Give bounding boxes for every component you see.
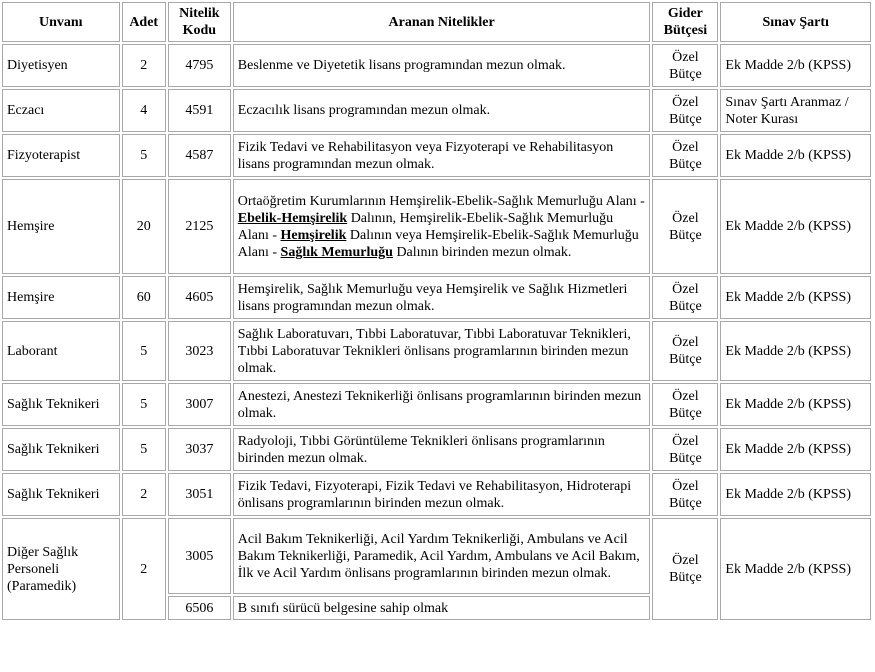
cell-kod: 3005 bbox=[168, 518, 231, 594]
cell-butce bbox=[652, 518, 718, 620]
cell-adet: 2 bbox=[122, 44, 166, 87]
cell-butce-line2: Bütçe bbox=[669, 156, 702, 172]
cell-butce-line2: Bütçe bbox=[669, 495, 702, 511]
cell-nitelik: Eczacılık lisans programından mezun olmak. bbox=[233, 89, 651, 132]
cell-butce-line2: Bütçe bbox=[669, 66, 702, 82]
cell-butce-line2: Bütçe bbox=[669, 298, 702, 314]
cell-butce bbox=[652, 89, 718, 132]
cell-sinav: Ek Madde 2/b (KPSS) bbox=[720, 428, 871, 471]
cell-adet: 5 bbox=[122, 321, 166, 381]
cell-unvan: Diğer Sağlık Personeli (Paramedik) bbox=[2, 518, 120, 620]
cell-nitelik: B sınıfı sürücü belgesine sahip olmak bbox=[233, 596, 651, 620]
cell-butce bbox=[652, 44, 718, 87]
cell-sinav: Sınav Şartı Aranmaz / Noter Kurası bbox=[720, 89, 871, 132]
cell-kod: 2125 bbox=[168, 179, 231, 274]
cell-nitelik: Fizik Tedavi, Fizyoterapi, Fizik Tedavi ve Rehabilitasyon, Hidroterapi önlisans programlarının birinden mezun olmak. bbox=[233, 473, 651, 516]
cell-butce bbox=[652, 383, 718, 426]
cell-butce-line1: Özel bbox=[672, 553, 699, 568]
table-row bbox=[2, 44, 871, 87]
cell-nitelik: Hemşirelik, Sağlık Memurluğu veya Hemşirelik ve Sağlık Hizmetleri lisans programından mezun olmak. bbox=[233, 276, 651, 319]
cell-adet: 4 bbox=[122, 89, 166, 132]
cell-kod: 3037 bbox=[168, 428, 231, 471]
cell-butce-line1: Özel bbox=[672, 139, 699, 155]
cell-sinav: Ek Madde 2/b (KPSS) bbox=[720, 518, 871, 620]
header-nitelik-kodu-line1: Nitelik bbox=[179, 6, 220, 21]
cell-butce-line1: Özel bbox=[672, 210, 699, 226]
cell-nitelik: Beslenme ve Diyetetik lisans programından mezun olmak. bbox=[233, 44, 651, 87]
cell-kod: 4591 bbox=[168, 89, 231, 132]
cell-butce bbox=[652, 321, 718, 381]
table-row bbox=[2, 134, 871, 177]
cell-kod: 4795 bbox=[168, 44, 231, 87]
cell-butce-line2: Bütçe bbox=[669, 352, 702, 367]
cell-butce bbox=[652, 276, 718, 319]
cell-unvan: Laborant bbox=[2, 321, 120, 381]
cell-adet: 5 bbox=[122, 134, 166, 177]
cell-butce bbox=[652, 473, 718, 516]
cell-sinav: Ek Madde 2/b (KPSS) bbox=[720, 473, 871, 516]
cell-sinav: Ek Madde 2/b (KPSS) bbox=[720, 44, 871, 87]
cell-kod: 3007 bbox=[168, 383, 231, 426]
nitelik-emphasis: Hemşirelik bbox=[280, 227, 347, 243]
table-row bbox=[2, 518, 871, 594]
cell-unvan: Sağlık Teknikeri bbox=[2, 383, 120, 426]
nitelik-text: Dalının veya Hemşirelik-Ebelik-Sağlık Memurluğu Alanı - bbox=[237, 227, 639, 260]
cell-nitelik: Sağlık Laboratuvarı, Tıbbi Laboratuvar, Tıbbi Laboratuvar Teknikleri, Tıbbi Laboratuvar Teknikleri önlisans programlarının birinden mezun olmak. bbox=[233, 321, 651, 381]
cell-butce bbox=[652, 179, 718, 274]
cell-unvan: Sağlık Teknikeri bbox=[2, 428, 120, 471]
cell-butce-line1: Özel bbox=[672, 335, 699, 350]
cell-butce bbox=[652, 428, 718, 471]
cell-butce-line1: Özel bbox=[672, 94, 699, 110]
cell-unvan: Hemşire bbox=[2, 276, 120, 319]
header-gider-butcesi bbox=[652, 2, 718, 42]
header-gider-line2: Bütçesi bbox=[663, 23, 708, 38]
cell-nitelik: Radyoloji, Tıbbi Görüntüleme Teknikleri önlisans programlarının birinden mezun olmak. bbox=[233, 428, 651, 471]
table-row bbox=[2, 383, 871, 426]
header-gider-line1: Gider bbox=[667, 6, 703, 21]
header-nitelik-kodu-line2: Kodu bbox=[182, 23, 217, 38]
header-adet: Adet bbox=[122, 2, 166, 42]
cell-kod: 4587 bbox=[168, 134, 231, 177]
header-sinav-sarti: Sınav Şartı bbox=[720, 2, 871, 42]
table-row bbox=[2, 473, 871, 516]
cell-butce-line1: Özel bbox=[672, 433, 699, 449]
cell-nitelik: Anestezi, Anestezi Teknikerliği önlisans programlarının birinden mezun olmak. bbox=[233, 383, 651, 426]
header-unvan: Unvanı bbox=[2, 2, 120, 42]
cell-kod: 6506 bbox=[168, 596, 231, 620]
cell-sinav: Ek Madde 2/b (KPSS) bbox=[720, 179, 871, 274]
cell-adet: 2 bbox=[122, 473, 166, 516]
nitelik-emphasis: Sağlık Memurluğu bbox=[280, 244, 393, 260]
cell-nitelik bbox=[233, 179, 651, 274]
cell-butce-line1: Özel bbox=[672, 281, 699, 297]
table-row bbox=[2, 428, 871, 471]
cell-kod: 3023 bbox=[168, 321, 231, 381]
cell-nitelik: Acil Bakım Teknikerliği, Acil Yardım Teknikerliği, Ambulans ve Acil Bakım Teknikerliği, Paramedik, Acil Yardım, Ambulans ve Acil Bakım, İlk ve Acil Yardım önlisans programlarının birinden mezun olmak. bbox=[233, 518, 651, 594]
nitelik-text: Ortaöğretim Kurumlarının Hemşirelik-Ebelik-Sağlık Memurluğu Alanı - bbox=[237, 193, 645, 209]
cell-butce-line1: Özel bbox=[672, 388, 699, 404]
cell-butce-line2: Bütçe bbox=[669, 111, 702, 127]
cell-adet: 20 bbox=[122, 179, 166, 274]
cell-butce bbox=[652, 134, 718, 177]
cell-unvan: Hemşire bbox=[2, 179, 120, 274]
cell-kod: 3051 bbox=[168, 473, 231, 516]
cell-sinav: Ek Madde 2/b (KPSS) bbox=[720, 383, 871, 426]
cell-butce-line2: Bütçe bbox=[669, 570, 702, 585]
nitelik-text: Dalının birinden mezun olmak. bbox=[392, 244, 572, 260]
cell-unvan: Eczacı bbox=[2, 89, 120, 132]
cell-adet: 2 bbox=[122, 518, 166, 620]
table-row bbox=[2, 179, 871, 274]
cell-unvan: Sağlık Teknikeri bbox=[2, 473, 120, 516]
table-row bbox=[2, 276, 871, 319]
cell-sinav: Ek Madde 2/b (KPSS) bbox=[720, 134, 871, 177]
cell-butce-line2: Bütçe bbox=[669, 450, 702, 466]
cell-butce-line2: Bütçe bbox=[669, 227, 702, 243]
header-nitelik-kodu bbox=[168, 2, 231, 42]
cell-butce-line1: Özel bbox=[672, 478, 699, 494]
cell-adet: 5 bbox=[122, 428, 166, 471]
table-header-row bbox=[2, 2, 871, 42]
table-row bbox=[2, 89, 871, 132]
cell-adet: 60 bbox=[122, 276, 166, 319]
cell-unvan: Diyetisyen bbox=[2, 44, 120, 87]
cell-butce-line1: Özel bbox=[672, 49, 699, 65]
cell-sinav: Ek Madde 2/b (KPSS) bbox=[720, 276, 871, 319]
table-row bbox=[2, 321, 871, 381]
cell-adet: 5 bbox=[122, 383, 166, 426]
nitelik-text: Dalının, Hemşirelik-Ebelik-Sağlık Memurluğu Alanı - bbox=[237, 210, 614, 243]
cell-unvan: Fizyoterapist bbox=[2, 134, 120, 177]
cell-nitelik: Fizik Tedavi ve Rehabilitasyon veya Fizyoterapi ve Rehabilitasyon lisans programından mezun olmak. bbox=[233, 134, 651, 177]
header-aranan-nitelikler: Aranan Nitelikler bbox=[233, 2, 651, 42]
cell-butce-line2: Bütçe bbox=[669, 405, 702, 421]
nitelik-emphasis: Ebelik-Hemşirelik bbox=[237, 210, 348, 226]
cell-sinav: Ek Madde 2/b (KPSS) bbox=[720, 321, 871, 381]
cell-kod: 4605 bbox=[168, 276, 231, 319]
